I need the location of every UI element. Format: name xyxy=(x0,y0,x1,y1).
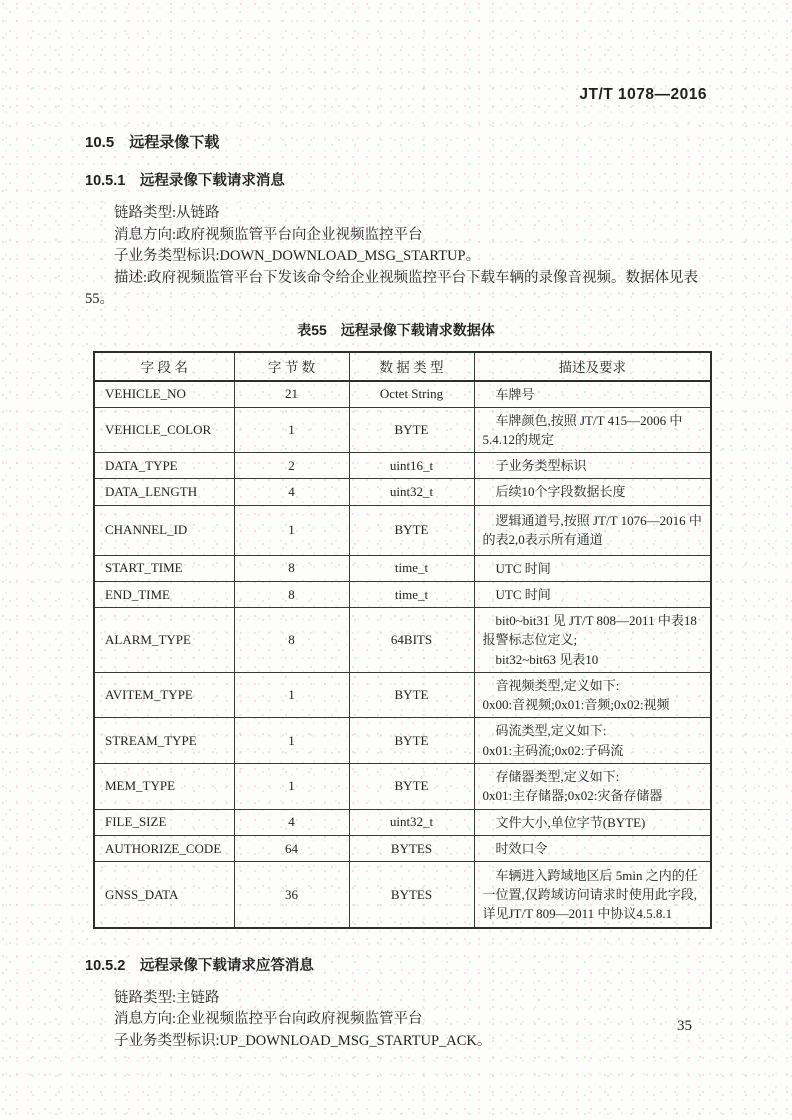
table-row xyxy=(94,809,711,835)
header-byte-count: 字 节 数 xyxy=(234,352,349,381)
cell-data-type: uint32_t xyxy=(349,479,474,505)
cell-byte-count: 2 xyxy=(234,453,349,479)
table-header-row xyxy=(94,352,711,381)
cell-description xyxy=(474,479,711,505)
cell-byte-count: 8 xyxy=(234,608,349,673)
cell-description xyxy=(474,381,711,408)
link-type-line: 链路类型:主链路 xyxy=(114,989,220,1006)
cell-data-type: BYTE xyxy=(349,672,474,717)
cell-data-type: time_t xyxy=(349,555,474,581)
header-description: 描述及要求 xyxy=(474,352,711,381)
cell-description xyxy=(474,608,711,673)
table-row xyxy=(94,555,711,581)
description-text: 车牌号 xyxy=(495,386,535,402)
cell-description xyxy=(474,453,711,479)
sub-business-type-line: 子业务类型标识:DOWN_DOWNLOAD_MSG_STARTUP。 xyxy=(114,248,481,264)
cell-field-name: GNSS_DATA xyxy=(94,862,234,928)
table-row xyxy=(94,836,711,862)
cell-data-type: time_t xyxy=(349,581,474,607)
description-text: 后续10个字段数据长度 xyxy=(495,484,626,500)
cell-byte-count: 1 xyxy=(234,763,349,809)
description-text: UTC 时间 xyxy=(495,560,551,576)
cell-description xyxy=(474,718,711,763)
link-type-line: 链路类型:从链路 xyxy=(114,205,220,221)
page-number: 35 xyxy=(677,1018,692,1034)
cell-data-type: BYTE xyxy=(349,718,474,763)
description-text: 时效口令 xyxy=(495,841,548,857)
cell-field-name: CHANNEL_ID xyxy=(94,505,234,555)
description-text: 0x01:主存储器;0x02:灾备存储器 xyxy=(482,788,663,804)
cell-field-name: VEHICLE_COLOR xyxy=(94,407,234,452)
table-row xyxy=(94,608,711,673)
description-text: 存储器类型,定义如下: xyxy=(495,769,620,785)
section-10-5-1-body xyxy=(85,203,707,311)
cell-data-type: BYTE xyxy=(349,407,474,452)
table-row xyxy=(94,453,711,479)
cell-description xyxy=(474,505,711,555)
cell-description xyxy=(474,555,711,581)
section-heading-10-5-2: 10.5.2 远程录像下载请求应答消息 xyxy=(85,957,314,974)
cell-field-name: ALARM_TYPE xyxy=(94,608,234,673)
description-text: 0x01:主码流;0x02:子码流 xyxy=(482,742,624,758)
cell-byte-count: 36 xyxy=(234,862,349,928)
cell-description xyxy=(474,862,711,928)
cell-data-type: uint16_t xyxy=(349,453,474,479)
description-line: 描述:政府视频监管平台下发该命令给企业视频监控平台下载车辆的录像音视频。数据体见表55。 xyxy=(85,269,699,307)
description-text: UTC 时间 xyxy=(495,586,551,602)
cell-data-type: BYTES xyxy=(349,862,474,928)
cell-data-type: BYTE xyxy=(349,763,474,809)
cell-field-name: DATA_TYPE xyxy=(94,453,234,479)
description-text: 车牌颜色,按照 JT/T 415—2006 中5.4.12的规定 xyxy=(482,412,683,447)
table-row xyxy=(94,763,711,809)
message-direction-line: 消息方向:政府视频监管平台向企业视频监控平台 xyxy=(114,226,423,243)
section-10-5-2-body xyxy=(85,988,707,1053)
cell-description xyxy=(474,672,711,717)
section-heading-10-5-1: 10.5.1 远程录像下载请求消息 xyxy=(85,173,285,189)
cell-byte-count: 8 xyxy=(234,581,349,607)
cell-field-name: START_TIME xyxy=(94,555,234,581)
header-field-name: 字 段 名 xyxy=(94,352,234,381)
cell-data-type: 64BITS xyxy=(349,608,474,673)
cell-byte-count: 1 xyxy=(234,718,349,763)
cell-byte-count: 4 xyxy=(234,479,349,505)
cell-field-name: DATA_LENGTH xyxy=(94,479,234,505)
cell-byte-count: 4 xyxy=(234,809,349,835)
cell-byte-count: 64 xyxy=(234,836,349,862)
table-row xyxy=(94,381,711,408)
cell-field-name: MEM_TYPE xyxy=(94,763,234,809)
cell-field-name: STREAM_TYPE xyxy=(94,718,234,763)
description-text: 音视频类型,定义如下: xyxy=(495,677,620,693)
sub-business-type-line: 子业务类型标识:UP_DOWNLOAD_MSG_STARTUP_ACK。 xyxy=(114,1032,492,1049)
cell-field-name: FILE_SIZE xyxy=(94,809,234,835)
cell-description xyxy=(474,763,711,809)
cell-field-name: VEHICLE_NO xyxy=(94,381,234,408)
table-row xyxy=(94,581,711,607)
table-row xyxy=(94,672,711,717)
description-text: 逻辑通道号,按照 JT/T 1076—2016 中的表2,0表示所有通道 xyxy=(482,512,702,548)
cell-byte-count: 1 xyxy=(234,505,349,555)
cell-data-type: uint32_t xyxy=(349,809,474,835)
table-row xyxy=(94,407,711,452)
cell-byte-count: 1 xyxy=(234,407,349,452)
table-row xyxy=(94,862,711,928)
cell-data-type: BYTES xyxy=(349,836,474,862)
description-text: 码流类型,定义如下: xyxy=(495,723,607,739)
table-row xyxy=(94,718,711,763)
table-55 xyxy=(93,351,712,929)
cell-description xyxy=(474,581,711,607)
table-row xyxy=(94,505,711,555)
cell-data-type: Octet String xyxy=(349,381,474,408)
header-data-type: 数 据 类 型 xyxy=(349,352,474,381)
cell-data-type: BYTE xyxy=(349,505,474,555)
cell-description xyxy=(474,407,711,452)
cell-field-name: END_TIME xyxy=(94,581,234,607)
cell-description xyxy=(474,809,711,835)
cell-description xyxy=(474,836,711,862)
cell-field-name: AUTHORIZE_CODE xyxy=(94,836,234,862)
description-text: 车辆进入跨域地区后 5min 之内的任一位置,仅跨域访问请求时使用此字段,详见JT/T 809—2011 中协议4.5.8.1 xyxy=(482,867,698,922)
description-text: 文件大小,单位字节(BYTE) xyxy=(495,814,646,830)
cell-field-name: AVITEM_TYPE xyxy=(94,672,234,717)
section-heading-10-5: 10.5 远程录像下载 xyxy=(85,134,220,151)
message-direction-line: 消息方向:企业视频监控平台向政府视频监管平台 xyxy=(114,1011,423,1028)
description-text: bit0~bit31 见 JT/T 808—2011 中表18报警标志位定义; xyxy=(482,613,697,648)
table-caption: 表55 远程录像下载请求数据体 xyxy=(297,321,495,338)
cell-byte-count: 21 xyxy=(234,381,349,408)
description-text: 0x00:音视频;0x01:音频;0x02:视频 xyxy=(482,697,670,713)
cell-byte-count: 1 xyxy=(234,672,349,717)
description-text: 子业务类型标识 xyxy=(495,458,587,474)
doc-code: JT/T 1078—2016 xyxy=(579,86,707,103)
cell-byte-count: 8 xyxy=(234,555,349,581)
table-row xyxy=(94,479,711,505)
description-text: bit32~bit63 见表10 xyxy=(495,651,599,667)
